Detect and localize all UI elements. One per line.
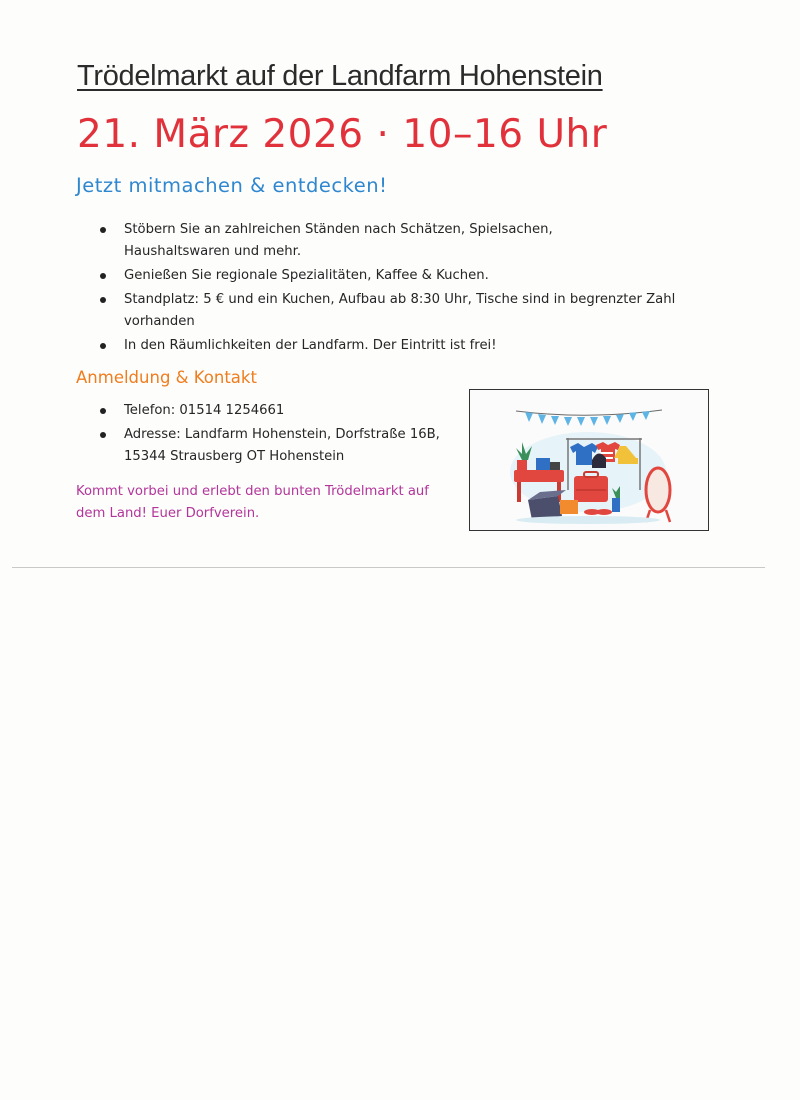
highlight-text: Stöbern Sie an zahlreichen Ständen nach Schätzen, Spielsachen, Haushaltswaren und mehr. xyxy=(124,222,553,259)
bullet-icon xyxy=(100,408,106,414)
highlight-text: Standplatz: 5 € und ein Kuchen, Aufbau ab 8:30 Uhr, Tische sind in begrenzter Zahl vorhanden xyxy=(124,292,676,329)
flyer-title: Trödelmarkt auf der Landfarm Hohenstein xyxy=(77,60,603,92)
list-item xyxy=(77,400,457,422)
list-item xyxy=(77,289,679,333)
bullet-icon xyxy=(100,343,106,349)
flyer-subtitle: Jetzt mitmachen & entdecken! xyxy=(76,174,388,197)
closing-message: Kommt vorbei und erlebt den bunten Trödelmarkt auf dem Land! Euer Dorfverein. xyxy=(76,484,429,521)
list-item xyxy=(77,265,677,287)
contact-list xyxy=(77,400,457,470)
contact-phone: Telefon: 01514 1254661 xyxy=(124,403,285,418)
contact-heading: Anmeldung & Kontakt xyxy=(76,368,257,387)
highlights-list xyxy=(77,219,677,359)
flea-market-illustration-icon xyxy=(469,389,709,531)
list-item xyxy=(77,219,574,263)
page-divider xyxy=(12,567,765,568)
contact-address: Adresse: Landfarm Hohenstein, Dorfstraße 16B, 15344 Strausberg OT Hohenstein xyxy=(124,427,440,464)
bullet-icon xyxy=(100,297,106,303)
list-item xyxy=(77,424,464,468)
bullet-icon xyxy=(100,432,106,438)
bullet-icon xyxy=(100,273,106,279)
highlight-text: In den Räumlichkeiten der Landfarm. Der Eintritt ist frei! xyxy=(124,338,497,353)
bullet-icon xyxy=(100,227,106,233)
event-date-time: 21. März 2026 · 10–16 Uhr xyxy=(77,112,608,157)
highlight-text: Genießen Sie regionale Spezialitäten, Kaffee & Kuchen. xyxy=(124,268,489,283)
list-item xyxy=(77,335,677,357)
